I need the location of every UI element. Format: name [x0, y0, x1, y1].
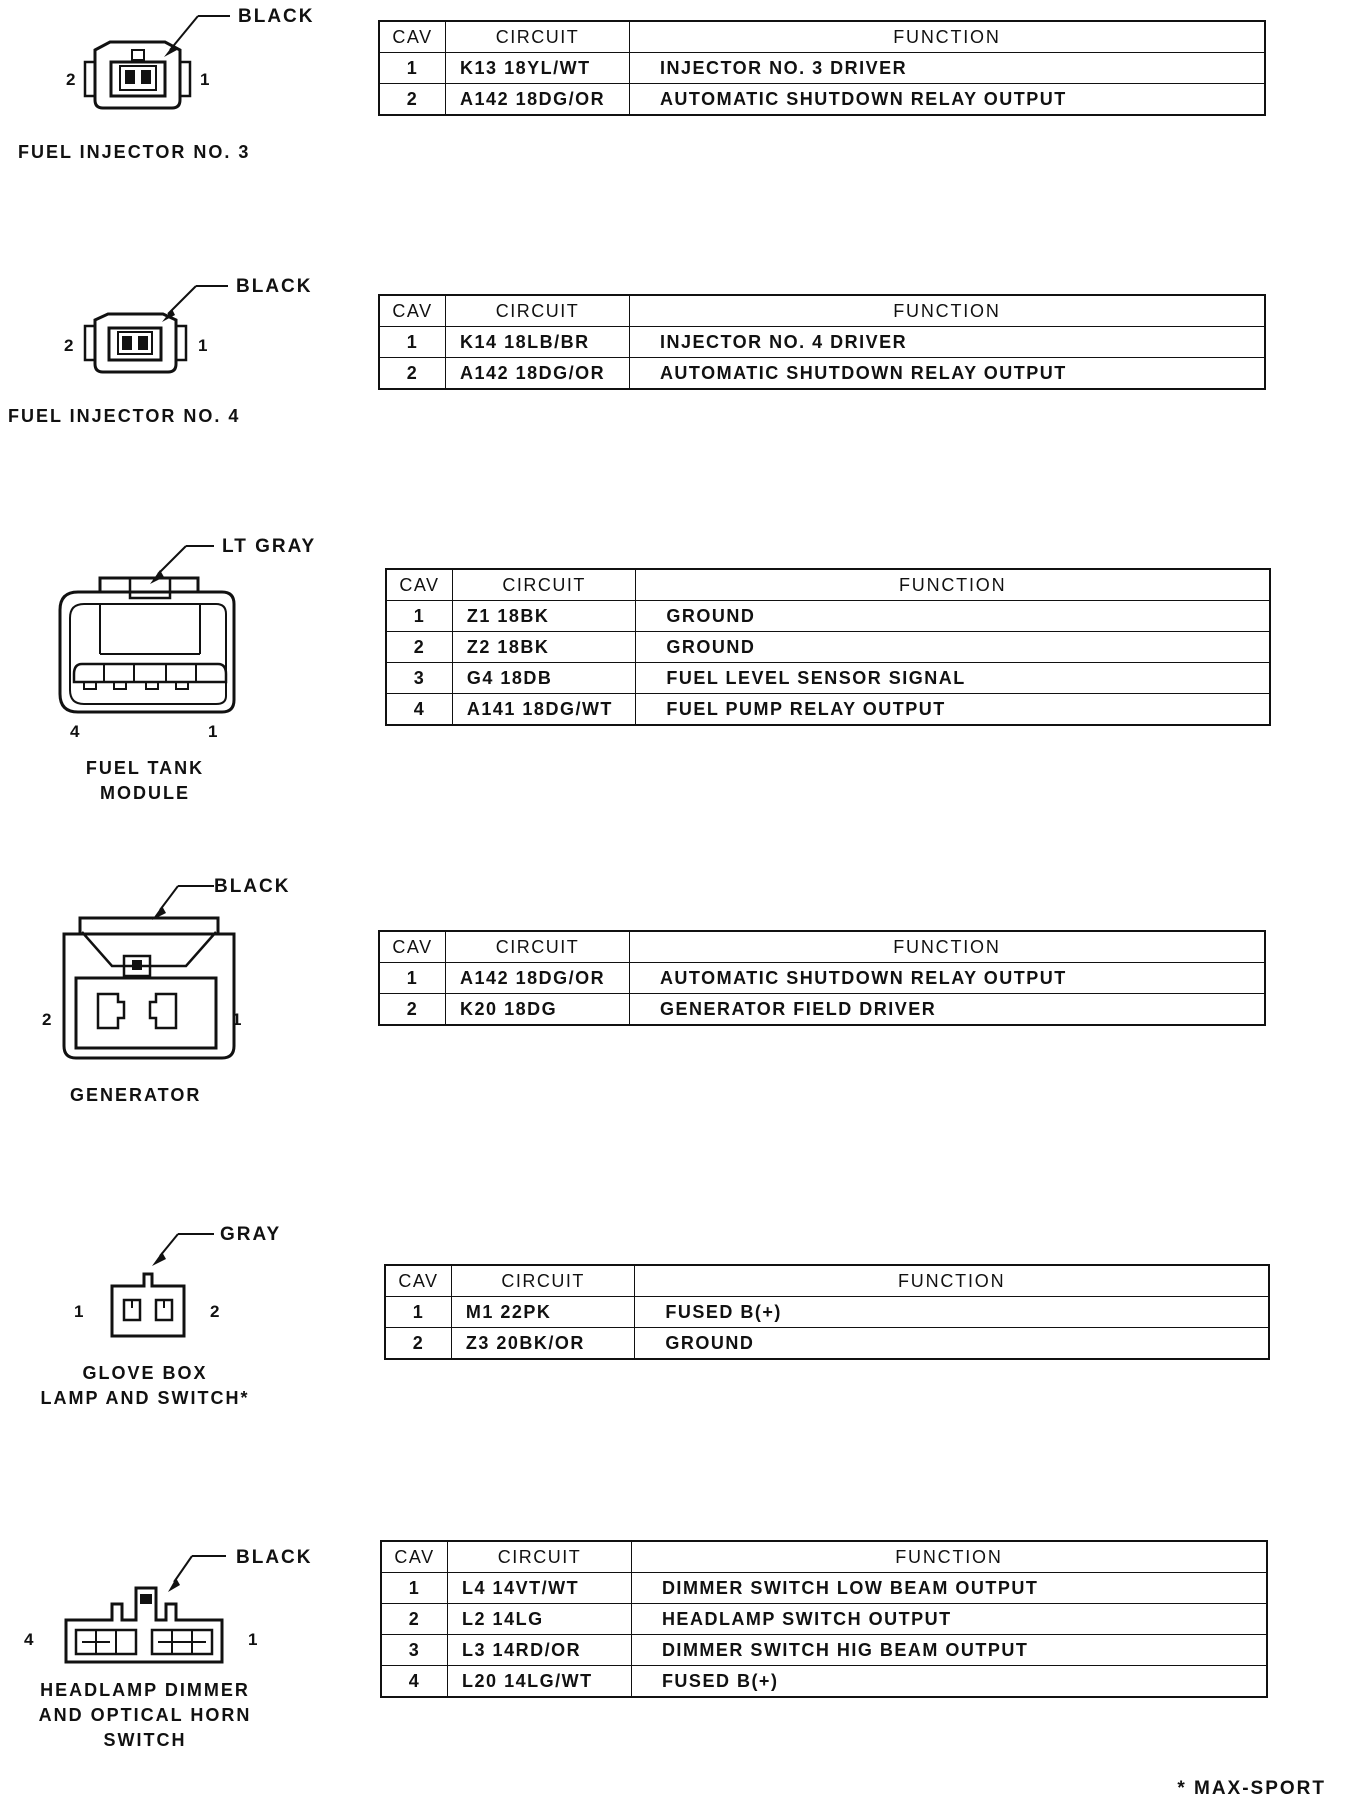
fuel-tank-module-name-line2: MODULE — [100, 783, 190, 803]
cav-cell: 3 — [386, 663, 452, 694]
cav-cell: 1 — [386, 601, 452, 632]
cav-cell: 1 — [379, 963, 446, 994]
fuel-tank-module-table — [385, 568, 1271, 726]
circuit-cell: L3 14RD/OR — [448, 1635, 632, 1666]
header-cav: CAV — [381, 1541, 448, 1573]
cav-cell: 4 — [381, 1666, 448, 1698]
table-row — [386, 663, 1270, 694]
function-cell: GENERATOR FIELD DRIVER — [629, 994, 1265, 1026]
function-cell: AUTOMATIC SHUTDOWN RELAY OUTPUT — [629, 84, 1265, 116]
table-row — [386, 632, 1270, 663]
circuit-cell: L4 14VT/WT — [448, 1573, 632, 1604]
header-cav: CAV — [379, 21, 446, 53]
table-row — [381, 1573, 1267, 1604]
table-row — [379, 53, 1265, 84]
footnote: * MAX-SPORT — [1177, 1778, 1326, 1799]
glove-box-color-label: GRAY — [220, 1224, 282, 1245]
fuel-injector-4-pin-left: 2 — [64, 336, 74, 355]
header-function: FUNCTION — [629, 21, 1265, 53]
generator-table — [378, 930, 1266, 1026]
cav-cell: 1 — [379, 327, 446, 358]
cav-cell: 2 — [386, 632, 452, 663]
circuit-cell: Z3 20BK/OR — [451, 1328, 634, 1360]
table-row — [385, 1297, 1269, 1328]
function-cell: AUTOMATIC SHUTDOWN RELAY OUTPUT — [629, 963, 1265, 994]
header-function: FUNCTION — [636, 569, 1270, 601]
fuel-injector-3-color-label: BLACK — [238, 6, 315, 27]
fuel-tank-module-color-label: LT GRAY — [222, 536, 317, 557]
table-row — [379, 327, 1265, 358]
headlamp-dimmer-pin-right: 1 — [248, 1630, 258, 1649]
header-function: FUNCTION — [629, 931, 1265, 963]
header-cav: CAV — [379, 295, 446, 327]
function-cell: FUEL PUMP RELAY OUTPUT — [636, 694, 1270, 726]
cav-cell: 2 — [379, 84, 446, 116]
cav-cell: 4 — [386, 694, 452, 726]
circuit-cell: K20 18DG — [446, 994, 630, 1026]
circuit-cell: A142 18DG/OR — [446, 963, 630, 994]
fuel-tank-module-pin-right: 1 — [208, 722, 218, 741]
table-header-row — [379, 295, 1265, 327]
function-cell: GROUND — [636, 601, 1270, 632]
header-circuit: CIRCUIT — [446, 21, 630, 53]
table-row — [379, 84, 1265, 116]
fuel-injector-4-name: FUEL INJECTOR NO. 4 — [8, 406, 241, 426]
function-cell: HEADLAMP SWITCH OUTPUT — [631, 1604, 1267, 1635]
cav-cell: 1 — [381, 1573, 448, 1604]
table-header-row — [386, 569, 1270, 601]
generator-pin-right: 1 — [232, 1010, 242, 1029]
circuit-cell: Z1 18BK — [452, 601, 635, 632]
fuel-injector-4-pin-right: 1 — [198, 336, 208, 355]
circuit-cell: K13 18YL/WT — [446, 53, 630, 84]
circuit-cell: L20 14LG/WT — [448, 1666, 632, 1698]
function-cell: FUEL LEVEL SENSOR SIGNAL — [636, 663, 1270, 694]
fuel-tank-module-name-line1: FUEL TANK — [85, 758, 205, 778]
generator-name: GENERATOR — [70, 1085, 202, 1105]
table-row — [379, 963, 1265, 994]
circuit-cell: A142 18DG/OR — [446, 84, 630, 116]
function-cell: GROUND — [635, 1328, 1269, 1360]
table-row — [379, 994, 1265, 1026]
header-function: FUNCTION — [629, 295, 1265, 327]
cav-cell: 1 — [385, 1297, 451, 1328]
cav-cell: 1 — [379, 53, 446, 84]
glove-box-pin-left: 1 — [74, 1302, 84, 1321]
headlamp-dimmer-pin-left: 4 — [24, 1630, 34, 1649]
function-cell: DIMMER SWITCH HIG BEAM OUTPUT — [631, 1635, 1267, 1666]
function-cell: INJECTOR NO. 4 DRIVER — [629, 327, 1265, 358]
glove-box-pin-right: 2 — [210, 1302, 220, 1321]
table-row — [386, 601, 1270, 632]
cav-cell: 2 — [379, 994, 446, 1026]
function-cell: INJECTOR NO. 3 DRIVER — [629, 53, 1265, 84]
header-circuit: CIRCUIT — [446, 931, 630, 963]
circuit-cell: A141 18DG/WT — [452, 694, 635, 726]
cav-cell: 2 — [385, 1328, 451, 1360]
table-row — [385, 1328, 1269, 1360]
headlamp-dimmer-name-line3: SWITCH — [103, 1730, 187, 1750]
cav-cell: 2 — [381, 1604, 448, 1635]
header-circuit: CIRCUIT — [452, 569, 635, 601]
fuel-tank-module-connector-icon — [0, 530, 320, 770]
table-row — [381, 1604, 1267, 1635]
headlamp-dimmer-name-line1: HEADLAMP DIMMER — [40, 1680, 250, 1700]
circuit-cell: G4 18DB — [452, 663, 635, 694]
glove-box-table — [384, 1264, 1270, 1360]
fuel-injector-3-pin-right: 1 — [200, 70, 210, 89]
cav-cell: 2 — [379, 358, 446, 390]
fuel-injector-3-name: FUEL INJECTOR NO. 3 — [18, 142, 251, 162]
table-header-row — [381, 1541, 1267, 1573]
function-cell: AUTOMATIC SHUTDOWN RELAY OUTPUT — [629, 358, 1265, 390]
function-cell: DIMMER SWITCH LOW BEAM OUTPUT — [631, 1573, 1267, 1604]
fuel-injector-4-color-label: BLACK — [236, 276, 313, 297]
circuit-cell: A142 18DG/OR — [446, 358, 630, 390]
headlamp-dimmer-name-line2: AND OPTICAL HORN — [38, 1705, 252, 1725]
header-cav: CAV — [385, 1265, 451, 1297]
fuel-injector-4-table — [378, 294, 1266, 390]
table-header-row — [385, 1265, 1269, 1297]
glove-box-name-line2: LAMP AND SWITCH* — [40, 1388, 250, 1408]
circuit-cell: M1 22PK — [451, 1297, 634, 1328]
table-row — [381, 1666, 1267, 1698]
table-row — [381, 1635, 1267, 1666]
header-function: FUNCTION — [635, 1265, 1269, 1297]
table-header-row — [379, 931, 1265, 963]
circuit-cell: L2 14LG — [448, 1604, 632, 1635]
header-circuit: CIRCUIT — [448, 1541, 632, 1573]
fuel-injector-3-pin-left: 2 — [66, 70, 76, 89]
circuit-cell: Z2 18BK — [452, 632, 635, 663]
generator-pin-left: 2 — [42, 1010, 52, 1029]
function-cell: FUSED B(+) — [635, 1297, 1269, 1328]
fuel-tank-module-pin-left: 4 — [70, 722, 80, 741]
headlamp-dimmer-color-label: BLACK — [236, 1547, 313, 1568]
header-cav: CAV — [386, 569, 452, 601]
header-function: FUNCTION — [631, 1541, 1267, 1573]
generator-color-label: BLACK — [214, 876, 291, 897]
header-circuit: CIRCUIT — [446, 295, 630, 327]
headlamp-dimmer-table — [380, 1540, 1268, 1698]
glove-box-name-line1: GLOVE BOX — [82, 1363, 208, 1383]
header-cav: CAV — [379, 931, 446, 963]
table-row — [386, 694, 1270, 726]
header-circuit: CIRCUIT — [451, 1265, 634, 1297]
fuel-injector-3-table — [378, 20, 1266, 116]
function-cell: FUSED B(+) — [631, 1666, 1267, 1698]
table-row — [379, 358, 1265, 390]
table-header-row — [379, 21, 1265, 53]
cav-cell: 3 — [381, 1635, 448, 1666]
circuit-cell: K14 18LB/BR — [446, 327, 630, 358]
function-cell: GROUND — [636, 632, 1270, 663]
